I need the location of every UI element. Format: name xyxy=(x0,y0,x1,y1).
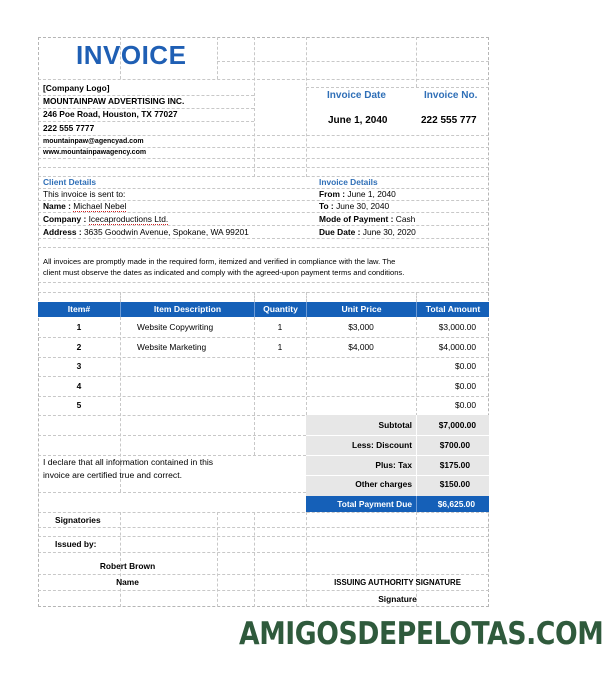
declaration-line-2: invoice are certified true and correct. xyxy=(43,470,182,480)
client-address: 3635 Goodwin Avenue, Spokane, WA 99201 xyxy=(83,227,249,237)
details-to-label: To : xyxy=(319,201,337,211)
total-due-label: Total Payment Due xyxy=(337,499,412,509)
signature-caption: Signature xyxy=(378,594,417,604)
header-quantity: Quantity xyxy=(254,302,306,317)
header-total-amount: Total Amount xyxy=(416,302,489,317)
issued-by-label: Issued by: xyxy=(55,539,97,549)
details-from-row xyxy=(319,189,396,200)
row-quantity: 1 xyxy=(277,342,283,352)
company-email: mountainpaw@agencyad.com xyxy=(43,138,144,145)
row-item-number: 4 xyxy=(76,381,82,391)
details-from: June 1, 2040 xyxy=(347,189,396,199)
terms-note-line-2: client must observe the dates as indicated and comply with the agreed-upon payment terms and conditions. xyxy=(43,268,405,277)
row-item-number: 2 xyxy=(76,342,82,352)
items-table-header xyxy=(38,302,489,317)
signatories-label: Signatories xyxy=(55,515,101,525)
invoice-title: INVOICE xyxy=(76,40,187,70)
declaration-line-1: I declare that all information contained in this xyxy=(43,457,214,467)
details-to-row xyxy=(319,201,389,212)
details-due-label: Due Date : xyxy=(319,227,363,237)
other-charges-value: $150.00 xyxy=(439,479,470,489)
client-name: Michael Nebel xyxy=(73,201,127,211)
discount-label: Less: Discount xyxy=(351,440,412,450)
details-mode-row xyxy=(319,214,415,225)
row-description: Website Marketing xyxy=(137,342,207,352)
discount-value: $700.00 xyxy=(439,440,470,450)
issuer-name: Robert Brown xyxy=(99,561,156,571)
client-company-row xyxy=(43,214,168,225)
client-name-row xyxy=(43,201,126,212)
row-total: $0.00 xyxy=(455,400,476,410)
client-company-label: Company : xyxy=(43,214,89,224)
invoice-date-label: Invoice Date xyxy=(327,90,386,101)
invoice-number-value: 222 555 777 xyxy=(421,115,477,126)
details-due: June 30, 2020 xyxy=(362,227,416,237)
issuing-authority-caption: ISSUING AUTHORITY SIGNATURE xyxy=(334,578,461,587)
details-to: June 30, 2040 xyxy=(336,201,390,211)
client-company: Icecaproductions Ltd. xyxy=(88,214,169,224)
details-mode: Cash xyxy=(395,214,416,224)
row-total: $4,000.00 xyxy=(438,342,476,352)
details-from-label: From : xyxy=(319,189,348,199)
company-phone: 222 555 7777 xyxy=(43,123,95,133)
row-item-number: 5 xyxy=(76,400,82,410)
client-name-label: Name : xyxy=(43,201,74,211)
company-address: 246 Poe Road, Houston, TX 77027 xyxy=(43,109,178,119)
row-item-number: 1 xyxy=(76,322,82,332)
subtotal-label: Subtotal xyxy=(378,420,412,430)
row-unit-price: $3,000 xyxy=(348,322,374,332)
client-details-heading: Client Details xyxy=(43,177,97,187)
company-website: www.mountainpawagency.com xyxy=(43,149,147,156)
row-total: $3,000.00 xyxy=(438,322,476,332)
row-description: Website Copywriting xyxy=(137,322,214,332)
company-name: MOUNTAINPAW ADVERTISING INC. xyxy=(43,96,185,106)
invoice-number-label: Invoice No. xyxy=(424,90,478,101)
row-total: $0.00 xyxy=(455,381,476,391)
total-due-value: $6,625.00 xyxy=(437,499,475,509)
client-sent-to: This invoice is sent to: xyxy=(43,189,126,199)
footer-brand-logo: AMIGOSDEPELOTAS.COM xyxy=(239,616,603,652)
row-item-number: 3 xyxy=(76,361,82,371)
row-quantity: 1 xyxy=(277,322,283,332)
header-item-number: Item# xyxy=(67,304,91,314)
header-unit-price: Unit Price xyxy=(306,302,416,317)
terms-note-line-1: All invoices are promptly made in the required form, itemized and verified in compliance with the law. The xyxy=(43,257,396,266)
subtotal-value: $7,000.00 xyxy=(438,420,476,430)
header-item-description: Item Description xyxy=(120,302,254,317)
invoice-details-heading: Invoice Details xyxy=(319,177,378,187)
name-caption: Name xyxy=(116,577,139,587)
invoice-date-value: June 1, 2040 xyxy=(328,115,388,126)
client-address-label: Address : xyxy=(43,227,84,237)
row-unit-price: $4,000 xyxy=(348,342,374,352)
tax-label: Plus: Tax xyxy=(375,460,412,470)
company-logo-placeholder: [Company Logo] xyxy=(43,83,110,93)
other-charges-label: Other charges xyxy=(355,479,412,489)
details-mode-label: Mode of Payment : xyxy=(319,214,396,224)
tax-value: $175.00 xyxy=(439,460,470,470)
details-due-row xyxy=(319,227,416,238)
row-total: $0.00 xyxy=(455,361,476,371)
client-address-row xyxy=(43,227,249,238)
